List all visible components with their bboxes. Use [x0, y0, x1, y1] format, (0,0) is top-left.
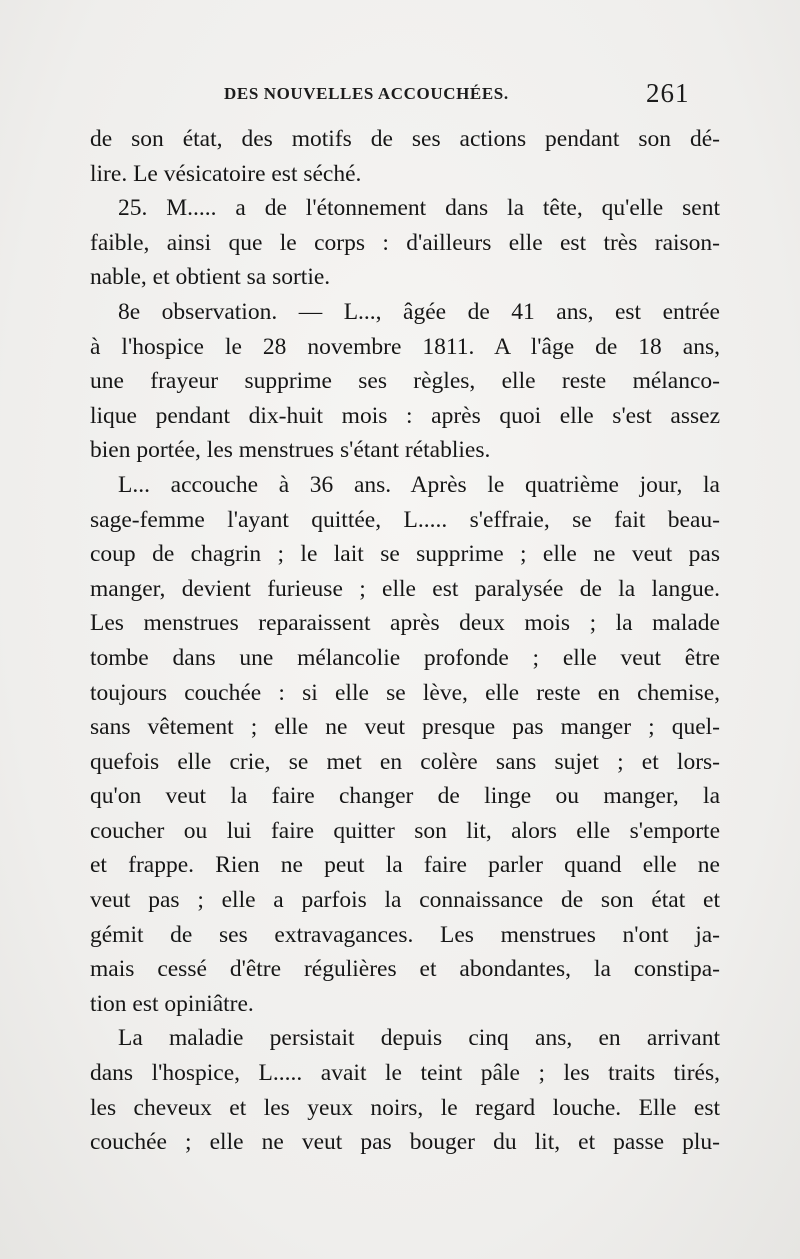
text-line: veut pas ; elle a parfois la connaissance de son état et	[90, 887, 720, 914]
text-line: Les menstrues reparaissent après deux mois ; la malade	[90, 610, 720, 637]
text-line: bien portée, les menstrues s'étant rétablies.	[90, 437, 491, 464]
text-line: 8e observation. — L..., âgée de 41 ans, est entrée	[118, 298, 720, 325]
text-line: lire. Le vésicatoire est séché.	[90, 160, 362, 187]
page-header	[0, 78, 800, 112]
text-line: couchée ; elle ne veut pas bouger du lit, et passe plu-	[90, 1129, 720, 1156]
text-line: tombe dans une mélancolie profonde ; elle veut être	[90, 644, 720, 671]
text-line: faible, ainsi que le corps : d'ailleurs elle est très raison-	[90, 229, 720, 256]
page-number: 261	[646, 78, 690, 108]
body-text	[90, 122, 720, 1160]
text-line: mais cessé d'être régulières et abondantes, la constipa-	[90, 956, 720, 983]
text-line: tion est opiniâtre.	[90, 990, 254, 1017]
text-line: 25. M..... a de l'étonnement dans la tête, qu'elle sent	[118, 195, 720, 222]
text-line: gémit de ses extravagances. Les menstrues n'ont ja-	[90, 921, 720, 948]
running-title: DES NOUVELLES ACCOUCHÉES.	[224, 84, 509, 103]
text-line: les cheveux et les yeux noirs, le regard louche. Elle est	[90, 1094, 720, 1121]
text-line: toujours couchée : si elle se lève, elle reste en chemise,	[90, 679, 720, 706]
text-line: dans l'hospice, L..... avait le teint pâle ; les traits tirés,	[90, 1060, 720, 1087]
text-line: qu'on veut la faire changer de linge ou manger, la	[90, 783, 720, 810]
text-line: nable, et obtient sa sortie.	[90, 264, 331, 291]
text-line: coucher ou lui faire quitter son lit, alors elle s'emporte	[90, 817, 720, 844]
text-line: La maladie persistait depuis cinq ans, en arrivant	[118, 1025, 720, 1052]
text-line: et frappe. Rien ne peut la faire parler quand elle ne	[90, 852, 720, 879]
text-line: manger, devient furieuse ; elle est paralysée de la langue.	[90, 575, 720, 602]
text-line: une frayeur supprime ses règles, elle reste mélanco-	[90, 368, 720, 395]
text-line: de son état, des motifs de ses actions pendant son dé-	[90, 126, 720, 152]
text-line: L... accouche à 36 ans. Après le quatrième jour, la	[118, 471, 720, 498]
text-line: coup de chagrin ; le lait se supprime ; elle ne veut pas	[90, 541, 720, 568]
text-line: à l'hospice le 28 novembre 1811. A l'âge de 18 ans,	[90, 333, 720, 360]
text-line: sage-femme l'ayant quittée, L..... s'effraie, se fait beau-	[90, 506, 720, 533]
text-line: sans vêtement ; elle ne veut presque pas manger ; quel-	[90, 714, 720, 741]
text-line: quefois elle crie, se met en colère sans sujet ; et lors-	[90, 748, 720, 775]
text-line: lique pendant dix-huit mois : après quoi elle s'est assez	[90, 402, 720, 429]
